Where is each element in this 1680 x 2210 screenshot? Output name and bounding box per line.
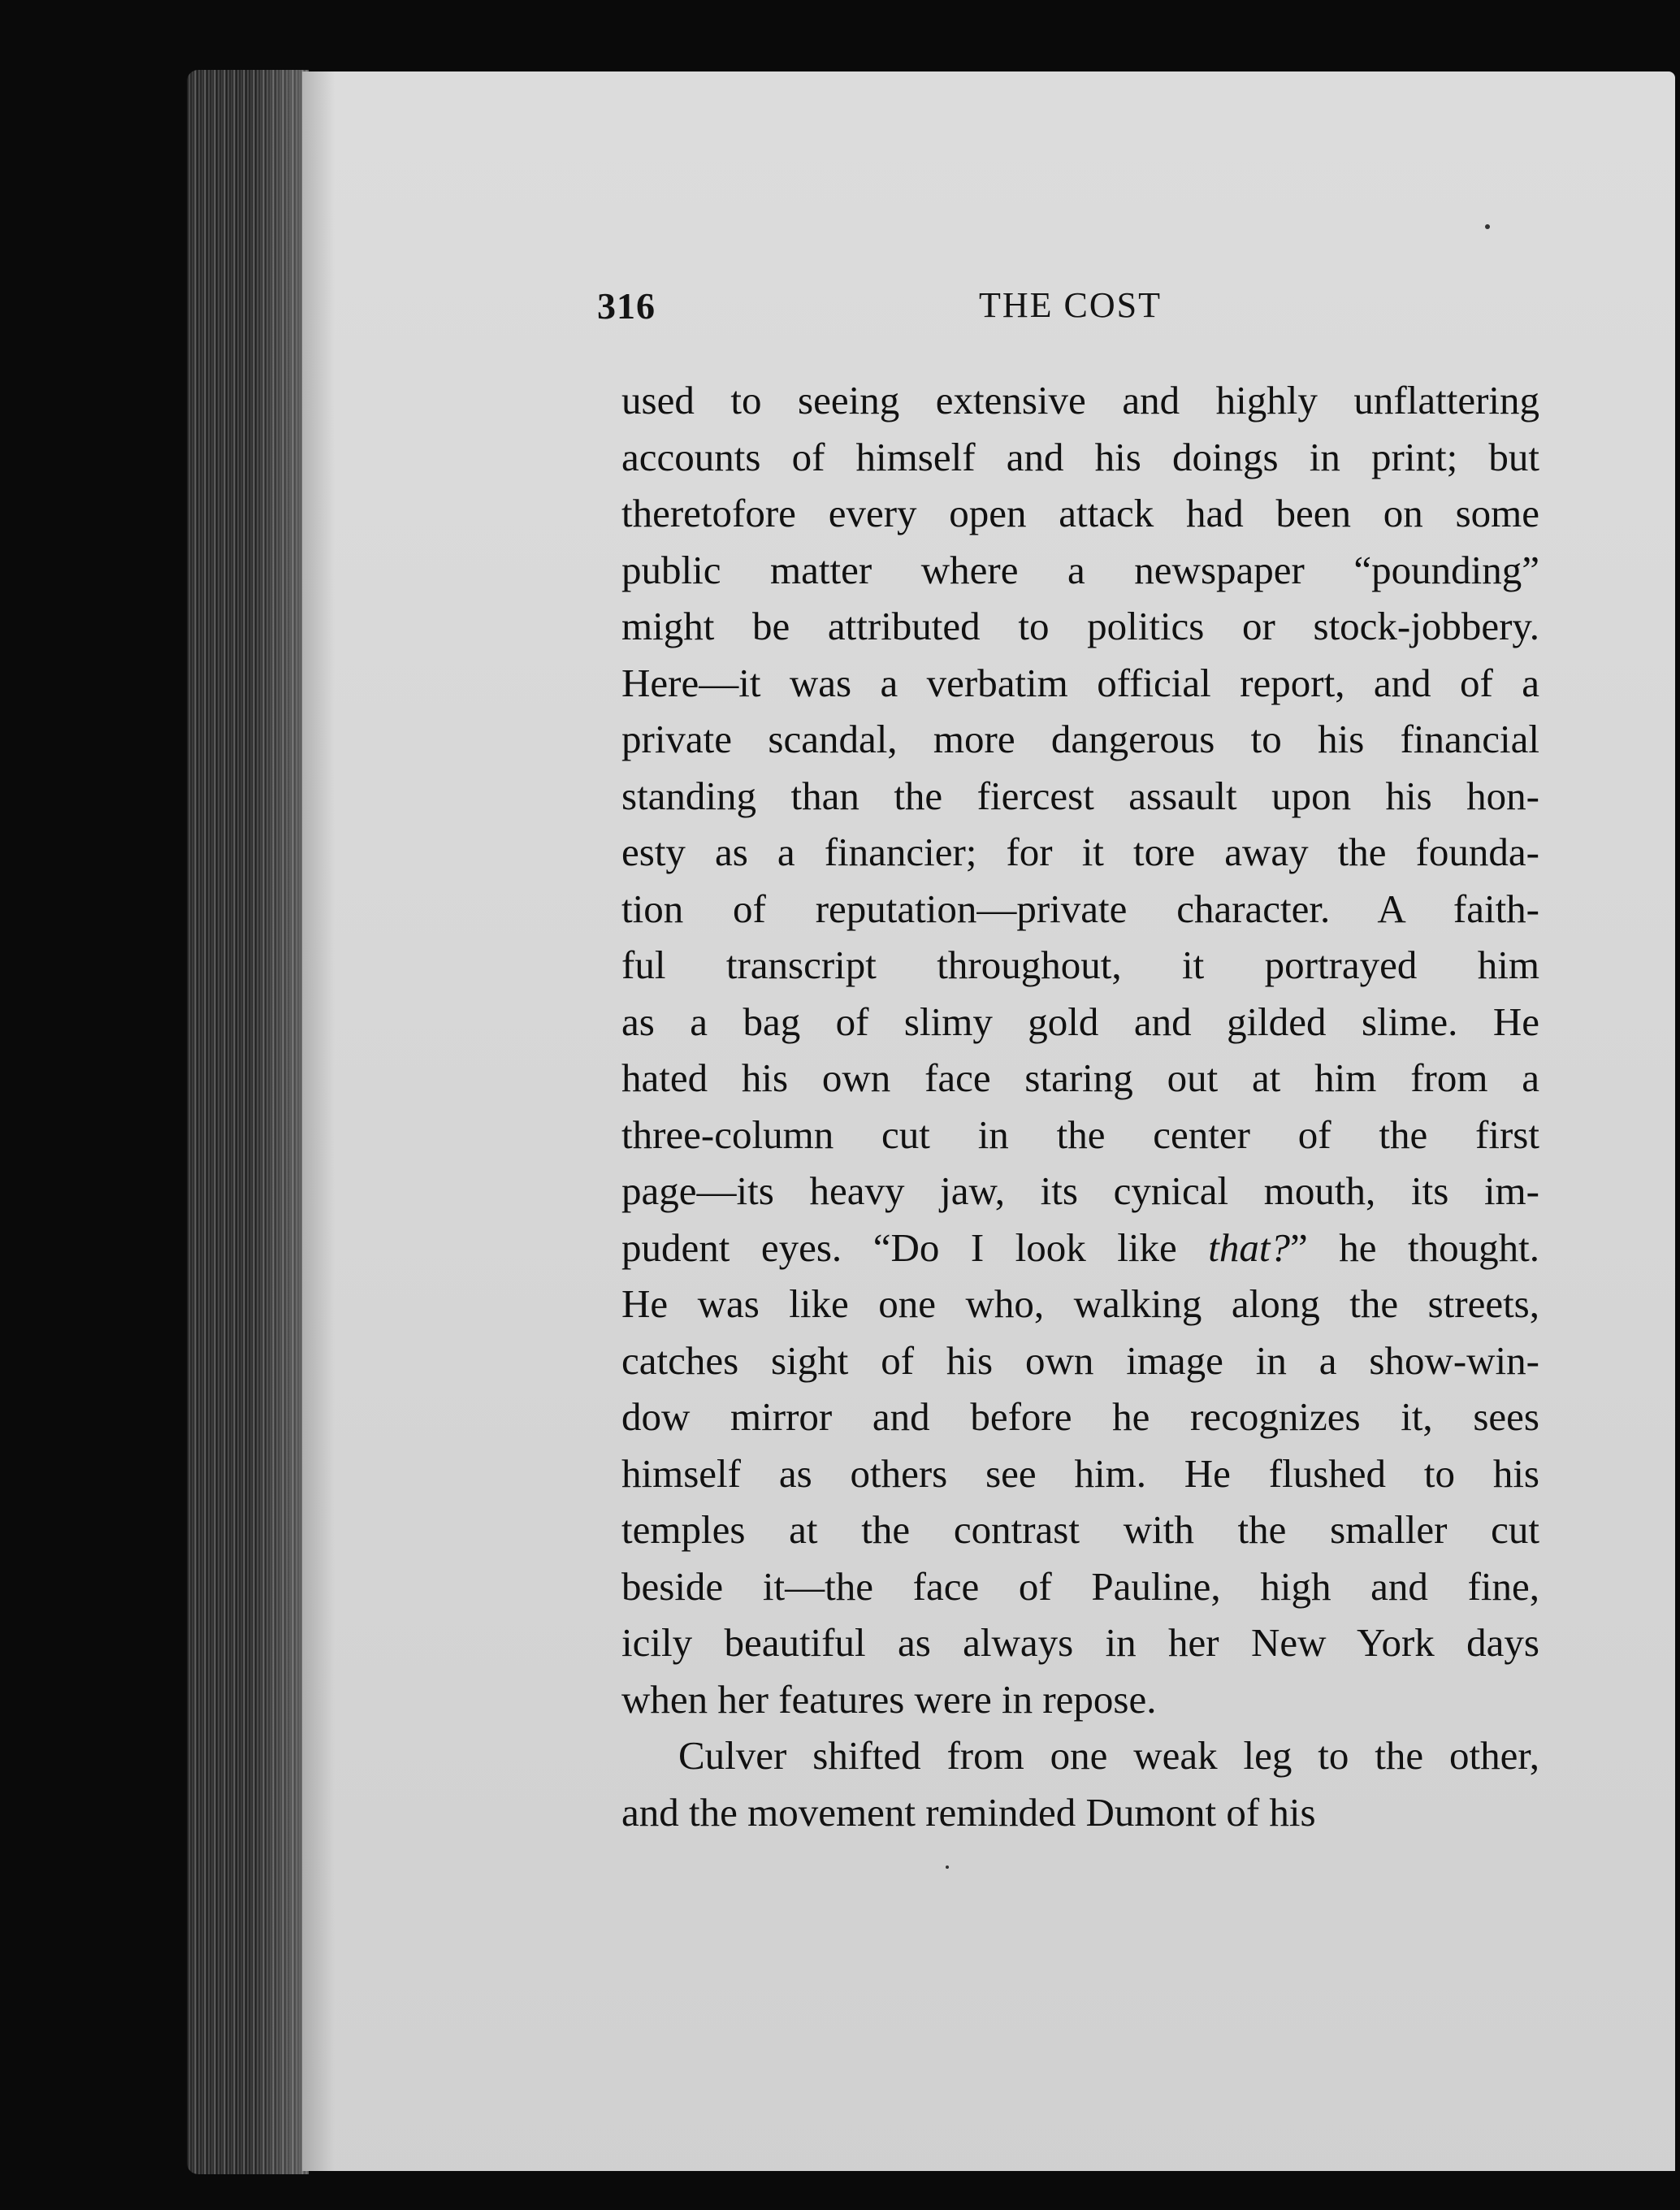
running-title: THE COST — [979, 285, 1162, 325]
text-line: when her features were in repose. — [621, 1676, 1157, 1722]
dust-speck — [946, 1866, 949, 1869]
text-line: himself as others see him. He flushed to his — [621, 1450, 1539, 1496]
text-line: pudent eyes. “Do I look like that?” he thought. — [621, 1224, 1539, 1270]
text-line: esty as a financier; for it tore away the founda- — [621, 830, 1539, 874]
text-line: theretofore every open attack had been on some — [621, 491, 1539, 535]
body-text — [621, 372, 1539, 1840]
text-line: Culver shifted from one weak leg to the other, — [678, 1733, 1539, 1778]
text-line: private scandal, more dangerous to his financial — [621, 717, 1539, 761]
dust-speck — [1485, 224, 1490, 229]
text-line: tion of reputation—private character. A faith- — [621, 886, 1539, 931]
paragraph — [621, 1727, 1539, 1840]
text-line: beside it—the face of Pauline, high and fine, — [621, 1563, 1539, 1609]
text-line: and the movement reminded Dumont of his — [621, 1789, 1316, 1835]
text-line: icily beautiful as always in her New York days — [621, 1620, 1539, 1665]
text-line: He was like one who, walking along the streets, — [621, 1281, 1539, 1326]
text-line: temples at the contrast with the smaller cut — [621, 1507, 1539, 1552]
running-head — [597, 280, 1523, 328]
text-line: as a bag of slimy gold and gilded slime. He — [621, 999, 1539, 1044]
text-line: used to seeing extensive and highly unflattering — [621, 378, 1539, 422]
text-line: three-column cut in the center of the first — [621, 1112, 1539, 1157]
text-line: Here—it was a verbatim official report, and of a — [621, 660, 1539, 705]
text-line: hated his own face staring out at him from a — [621, 1055, 1539, 1100]
text-line: standing than the fiercest assault upon his hon- — [621, 773, 1539, 818]
text-line: ful transcript throughout, it portrayed him — [621, 942, 1539, 987]
text-line: public matter where a newspaper “pounding” — [621, 547, 1539, 592]
paragraph — [621, 372, 1539, 1727]
text-line: might be attributed to politics or stock-jobbery. — [621, 604, 1539, 648]
text-line: dow mirror and before he recognizes it, sees — [621, 1394, 1539, 1439]
text-line: page—its heavy jaw, its cynical mouth, its im- — [621, 1168, 1539, 1213]
text-line: accounts of himself and his doings in print; but — [621, 434, 1539, 479]
text-line: catches sight of his own image in a show-win- — [621, 1337, 1539, 1383]
page-number: 316 — [597, 285, 656, 327]
page-edges — [187, 70, 309, 2174]
emphasis: that? — [1208, 1224, 1290, 1270]
